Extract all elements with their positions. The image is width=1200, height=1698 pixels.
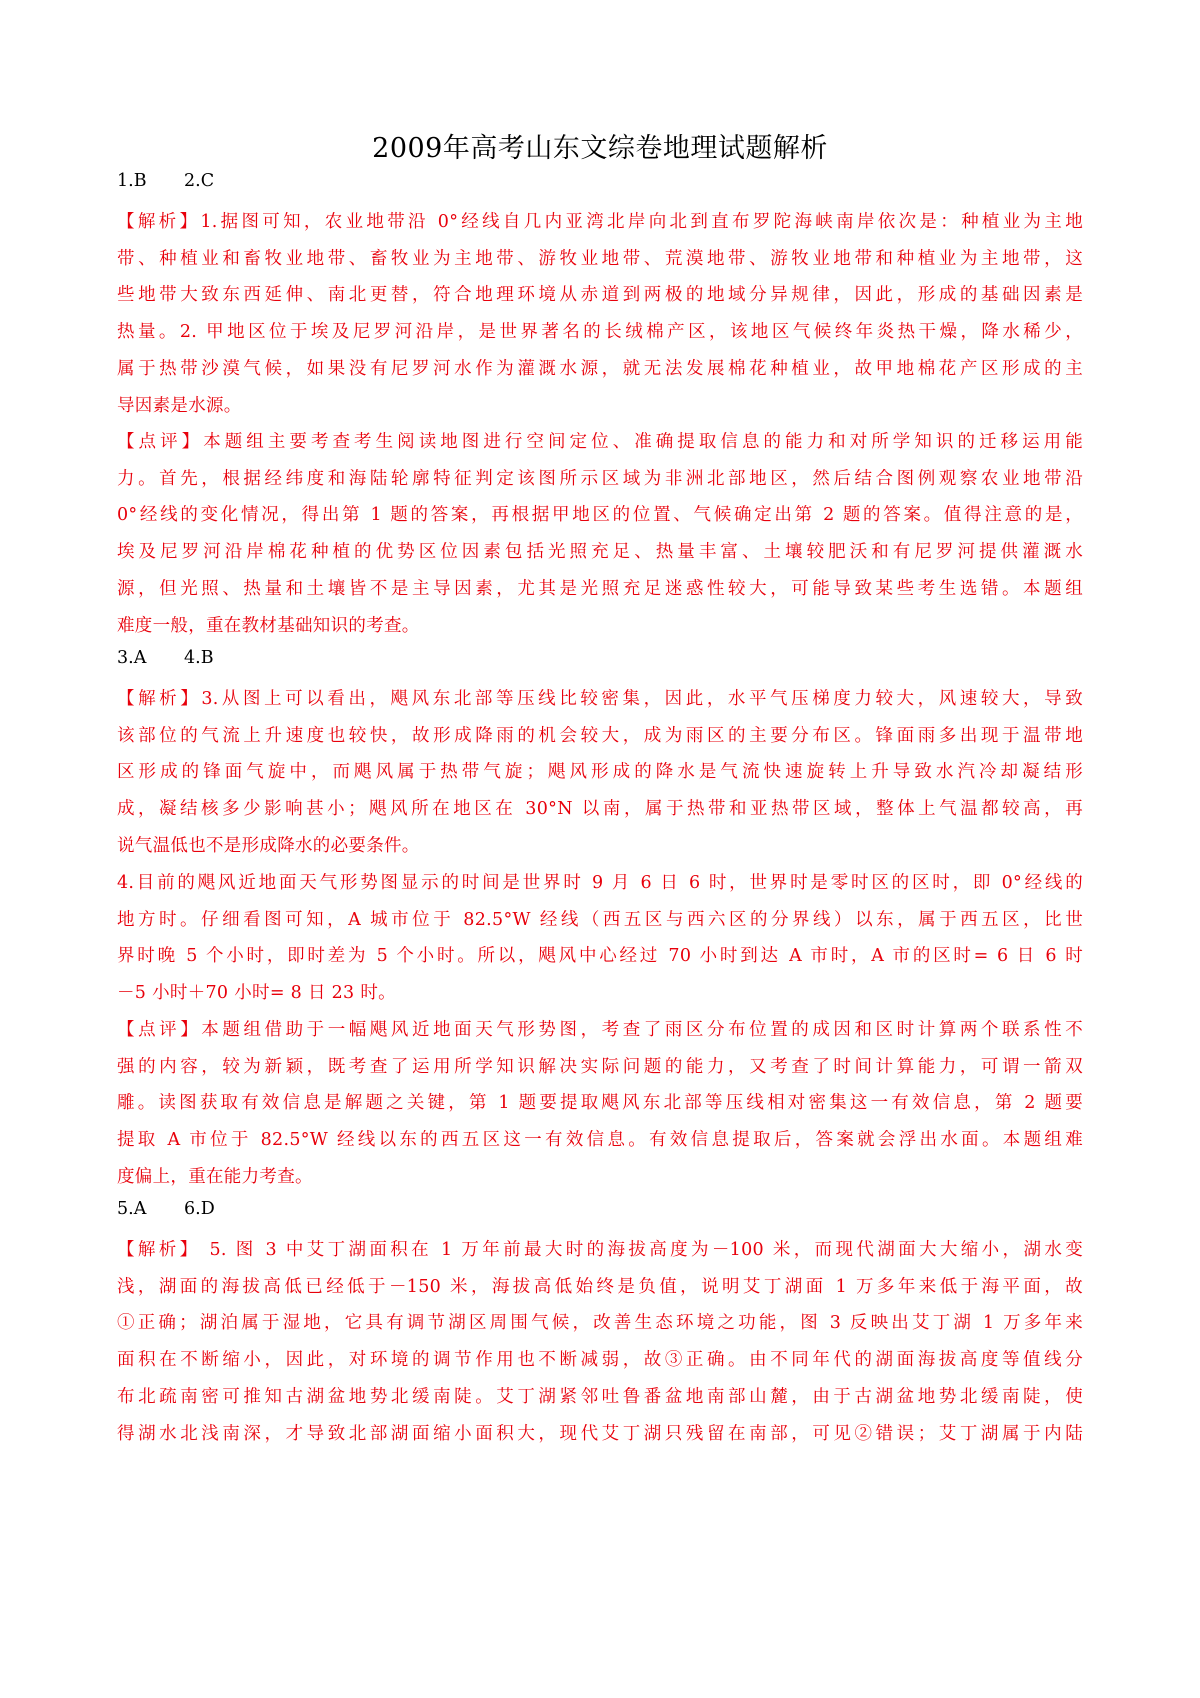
text-line: 4.目前的飓风近地面天气形势图显示的时间是世界时 9 月 6 日 6 时，世界时是零时区的区时，即 0°经线的 (117, 873, 1083, 893)
answer: 1.B (117, 171, 147, 191)
analysis-tag: 【解析】 (117, 212, 201, 232)
text-line: 提取 A 市位于 82.5°W 经线以东的西五区这一有效信息。有效信息提取后，答案就会浮出水面。本题组难 (117, 1130, 1083, 1151)
comment-tag: 【点评】 (117, 432, 204, 452)
analysis-tag: 【解析】 (117, 1240, 201, 1260)
text-line: 界时晚 5 个小时，即时差为 5 个小时。所以，飓风中心经过 70 小时到达 A 市时，A 市的区时= 6 日 6 时 (117, 946, 1083, 967)
text-line: 本题组借助于一幅飓风近地面天气形势图，考查了雨区分布位置的成因和区时计算两个联系性不 (201, 1020, 1083, 1040)
text-line: 成，凝结核多少影响甚小；飓风所在地区在 30°N 以南，属于热带和亚热带区域，整体上气温都较高，再 (117, 799, 1083, 820)
text-line: ①正确；湖泊属于湿地，它具有调节湖区周围气候，改善生态环境之功能，图 3 反映出艾丁湖 1 万多年来 (117, 1313, 1083, 1334)
text-line: 雕。读图获取有效信息是解题之关键，第 1 题要提取飓风东北部等压线相对密集这一有效信息，第 2 题要 (117, 1093, 1083, 1114)
text-line: 区形成的锋面气旋中，而飓风属于热带气旋；飓风形成的降水是气流快速旋转上升导致水汽冷却凝结形 (117, 762, 1083, 783)
text-line: 本题组主要考查考生阅读地图进行空间定位、准确提取信息的能力和对所学知识的迁移运用能 (203, 432, 1083, 452)
text-line: 度偏上，重在能力考查。 (117, 1166, 313, 1187)
answer: 4.B (184, 648, 214, 668)
text-line: 5. 图 3 中艾丁湖面积在 1 万年前最大时的海拔高度为－100 米，而现代湖面大大缩小，湖水变 (200, 1240, 1083, 1260)
answer-row (117, 1196, 1083, 1222)
text-line: 1.据图可知，农业地带沿 0°经线自几内亚湾北岸向北到直布罗陀海峡南岸依次是：种植业为主地 (200, 212, 1084, 232)
text-line: 强的内容，较为新颖，既考查了运用所学知识解决实际问题的能力，又考查了时间计算能力，可谓一箭双 (117, 1056, 1083, 1077)
text-line: 难度一般，重在教材基础知识的考查。 (117, 615, 420, 636)
text-line: 3.从图上可以看出，飓风东北部等压线比较密集，因此，水平气压梯度力较大，风速较大，导致 (201, 689, 1084, 709)
text-line: 热量。2. 甲地区位于埃及尼罗河沿岸，是世界著名的长绒棉产区，该地区气候终年炎热干燥，降水稀少， (117, 322, 1083, 343)
text-line: 0°经线的变化情况，得出第 1 题的答案，再根据甲地区的位置、气候确定出第 2 题的答案。值得注意的是， (117, 505, 1083, 526)
text-line: 该部位的气流上升速度也较快，故形成降雨的机会较大，成为雨区的主要分布区。锋面雨多出现于温带地 (117, 725, 1083, 746)
analysis-tag: 【解析】 (117, 689, 202, 709)
text-line: 布北疏南密可推知古湖盆地势北缓南陡。艾丁湖紧邻吐鲁番盆地南部山麓，由于古湖盆地势北缓南陡，使 (117, 1386, 1083, 1407)
analysis-paragraph (117, 1232, 1083, 1452)
text-line: 带、种植业和畜牧业地带、畜牧业为主地带、游牧业地带、荒漠地带、游牧业地带和种植业为主地带，这 (117, 248, 1083, 269)
page-title: 2009年高考山东文综卷地理试题解析 (372, 133, 828, 164)
analysis-paragraph (117, 204, 1083, 424)
comment-paragraph (117, 424, 1083, 644)
text-line: 地方时。仔细看图可知，A 城市位于 82.5°W 经线（西五区与西六区的分界线）以东，属于西五区，比世 (117, 909, 1083, 930)
answer-row (117, 645, 1083, 671)
text-line: 埃及尼罗河沿岸棉花种植的优势区位因素包括光照充足、热量丰富、土壤较肥沃和有尼罗河提供灌溉水 (117, 542, 1083, 563)
text-line: 得湖水北浅南深，才导致北部湖面缩小面积大，现代艾丁湖只残留在南部，可见②错误；艾丁湖属于内陆 (117, 1423, 1083, 1444)
analysis-paragraph (117, 681, 1083, 865)
text-line: 导因素是水源。 (117, 395, 242, 416)
answer: 3.A (117, 648, 147, 668)
text-line: 面积在不断缩小，因此，对环境的调节作用也不断减弱，故③正确。由不同年代的湖面海拔高度等值线分 (117, 1350, 1083, 1371)
text-line: 力。首先，根据经纬度和海陆轮廓特征判定该图所示区域为非洲北部地区，然后结合图例观察农业地带沿 (117, 468, 1083, 489)
text-line: －5 小时＋70 小时= 8 日 23 时。 (117, 983, 396, 1004)
answer-row (117, 168, 1083, 194)
answer: 2.C (184, 171, 215, 191)
text-line: 些地带大致东西延伸、南北更替，符合地理环境从赤道到两极的地域分异规律，因此，形成的基础因素是 (117, 285, 1083, 306)
answer: 5.A (117, 1199, 147, 1219)
text-line: 属于热带沙漠气候，如果没有尼罗河水作为灌溉水源，就无法发展棉花种植业，故甲地棉花产区形成的主 (117, 358, 1083, 379)
text-line: 浅，湖面的海拔高低已经低于－150 米，海拔高低始终是负值，说明艾丁湖面 1 万多年来低于海平面，故 (117, 1276, 1083, 1297)
comment-tag: 【点评】 (117, 1020, 202, 1040)
text-line: 说气温低也不是形成降水的必要条件。 (117, 835, 420, 856)
analysis-paragraph-continued (117, 865, 1083, 1012)
answer: 6.D (184, 1199, 215, 1219)
text-line: 源，但光照、热量和土壤皆不是主导因素，尤其是光照充足迷惑性较大，可能导致某些考生选错。本题组 (117, 578, 1083, 599)
comment-paragraph (117, 1012, 1083, 1196)
